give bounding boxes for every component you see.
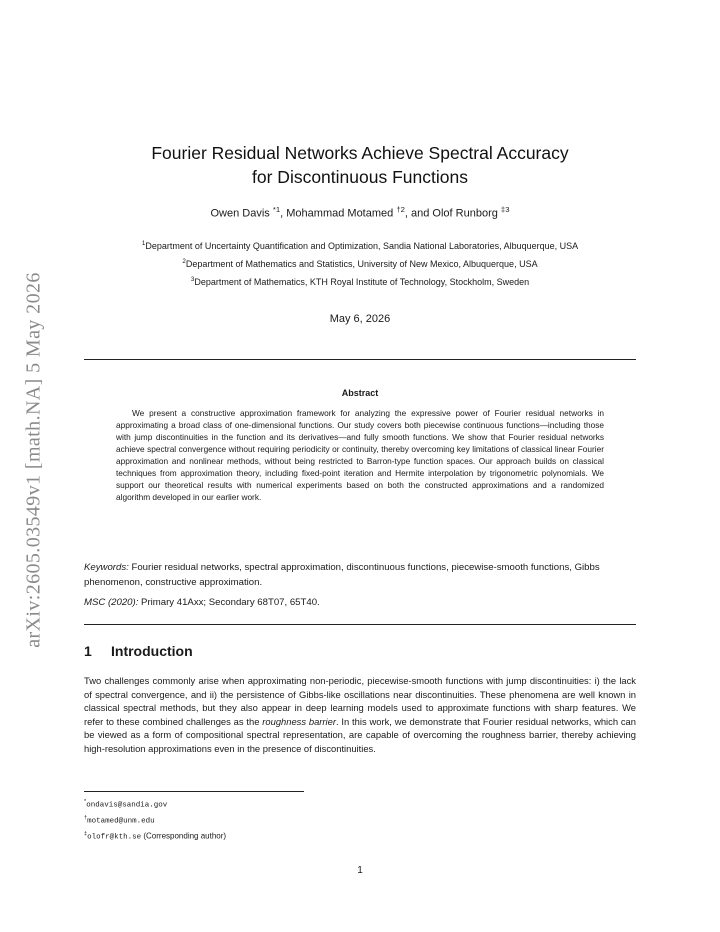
msc-classification (84, 595, 636, 610)
footnotes (84, 796, 226, 844)
abstract-heading: Abstract (341, 388, 379, 398)
author-separator: , (280, 207, 287, 220)
footnote (84, 828, 226, 844)
page-number: 1 (357, 865, 363, 876)
footnote-email: motamed@unm.edu (87, 817, 155, 826)
msc-text: Primary 41Axx; Secondary 68T07, 65T40. (138, 597, 320, 608)
affiliation-text: Department of Mathematics, KTH Royal Institute of Technology, Stockholm, Sweden (194, 277, 530, 287)
author-name: Olof Runborg (432, 207, 498, 220)
author-list (84, 205, 636, 220)
title-line-2: for Discontinuous Functions (252, 167, 468, 187)
keywords-text: Fourier residual networks, spectral approximation, discontinuous functions, piecewise-smooth functions, Gibbs phenomenon, constructive approximation. (84, 562, 600, 588)
keywords (84, 560, 636, 590)
footnote-mark: ‡ (84, 830, 88, 837)
author-name: Owen Davis (210, 207, 270, 220)
abstract-top-rule (84, 359, 636, 360)
keywords-label: Keywords: (84, 562, 129, 573)
affiliation-line (84, 254, 636, 272)
intro-emphasis: roughness barrier (262, 715, 336, 727)
footnote-mark: † (84, 814, 88, 821)
footnote-note: (Corresponding author) (141, 831, 227, 841)
footnote-mark: * (84, 799, 87, 805)
author-mark: †2 (396, 205, 405, 214)
affiliation-text: Department of Mathematics and Statistics, University of New Mexico, Albuquerque, USA (185, 259, 538, 269)
footnote-email: ondavis@sandia.gov (86, 801, 168, 810)
affiliation-number: 2 (182, 258, 186, 265)
intro-text: Two challenges commonly arise when approximating non-periodic, piecewise-smooth functions with jump discontinuities: i) the lack of spectral convergence, and ii) the persistence of Gibbs-like oscillations near discontinuities. These phenomena are well known in classical spectral methods, but they also appear in deep learning models used to approximate functions with sharp features. We refer to these combined challenges as the (84, 675, 636, 727)
msc-label: MSC (2020): (84, 597, 139, 608)
paper-date: May 6, 2026 (329, 313, 391, 325)
footnote (84, 812, 226, 828)
author-separator: , and (404, 207, 433, 220)
author-mark: ‡3 (500, 205, 510, 214)
author-name: Mohammad Motamed (286, 207, 394, 220)
intro-text: . In this work, we demonstrate that Fourier residual networks, which can be viewed as a form of compositional spectral representation, are capable of overcoming the roughness barrier, thereby achieving high-resolution approximations even in the presence of discontinuities. (84, 715, 636, 754)
intro-paragraph (84, 674, 636, 756)
affiliation-number: 3 (190, 276, 195, 283)
footnote-email: olofr@kth.se (87, 833, 142, 842)
affiliations (84, 236, 636, 290)
affiliation-text: Department of Uncertainty Quantification and Optimization, Sandia National Laboratories, Albuquerque, USA (145, 241, 579, 251)
abstract-bottom-rule (84, 624, 636, 625)
arxiv-identifier: arXiv:2605.03549v1 [math.NA] 5 May 2026 (22, 272, 45, 648)
author-mark: *1 (272, 205, 281, 214)
abstract-text: We present a constructive approximation framework for analyzing the expressive power of Fourier residual networks in approximating a broad class of one-dimensional functions. Our study covers both piecewise continuous functions—including those with jump discontinuities in the function and its derivatives—and fully smooth functions. We show that Fourier residual networks achieve spectral convergence without requiring periodicity or continuity, thereby overcoming key limitations of classical linear Fourier approximation and nonlinear methods, without being restricted to Barron-type function spaces. Our approach builds on classical techniques from approximation theory, including fixed-point iteration and Hermite interpolation by trigonometric polynomials. We support our theoretical results with numerical experiments based on both the constructed approximations and a randomized algorithm developed in our earlier work. (116, 408, 604, 502)
paper-title (84, 141, 636, 189)
title-line-1: Fourier Residual Networks Achieve Spectral Accuracy (151, 143, 569, 163)
affiliation-line (84, 236, 636, 254)
footnote (84, 796, 226, 812)
section-number: 1 (84, 643, 92, 659)
footnote-rule (84, 791, 304, 792)
section-title: Introduction (111, 643, 193, 659)
affiliation-line (84, 272, 636, 290)
affiliation-number: 1 (141, 240, 146, 247)
section-heading (84, 643, 193, 659)
